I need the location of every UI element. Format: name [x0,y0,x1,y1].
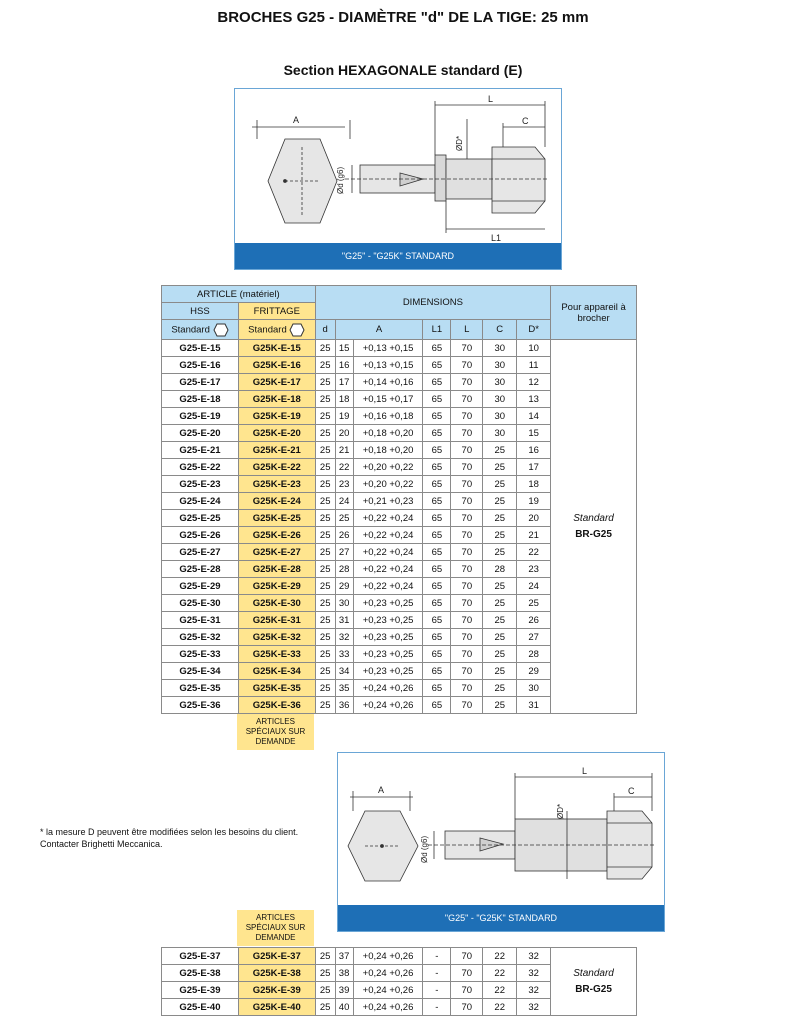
cell-frit: G25K-E-24 [238,493,315,510]
cell-d: 25 [315,663,335,680]
cell-l1: 65 [423,680,451,697]
dim-l1-label: L1 [491,233,502,243]
spec-table-body [162,340,637,714]
article-header: ARTICLE (matériel) [162,286,316,303]
cell-l: 70 [451,595,483,612]
cell-l1: 65 [423,663,451,680]
dim-bigd-label-2: ØD* [556,803,565,819]
table-row [162,948,637,965]
cell-hss: G25-E-30 [162,595,239,612]
cell-tol: +0,16 +0,18 [353,408,423,425]
cell-dd: 32 [517,999,551,1016]
cell-c: 25 [483,442,517,459]
cell-a: 40 [335,999,353,1016]
cell-a: 29 [335,578,353,595]
cell-c: 22 [483,999,517,1016]
frittage-standard-label: Standard [248,324,287,336]
cell-d: 25 [315,374,335,391]
cell-a: 33 [335,646,353,663]
cell-tol: +0,18 +0,20 [353,425,423,442]
cell-d: 25 [315,612,335,629]
cell-l1: 65 [423,646,451,663]
cell-l: 70 [451,510,483,527]
cell-hss: G25-E-35 [162,680,239,697]
cell-a: 27 [335,544,353,561]
cell-d: 25 [315,965,335,982]
cell-frit: G25K-E-19 [238,408,315,425]
cell-a: 23 [335,476,353,493]
cell-a: 34 [335,663,353,680]
cell-dd: 11 [517,357,551,374]
spec-table-2 [161,947,637,1016]
cell-l1: 65 [423,476,451,493]
cell-d: 25 [315,476,335,493]
cell-d: 25 [315,646,335,663]
drawing-band-2: "G25" - "G25K" STANDARD [338,905,664,931]
cell-l1: 65 [423,459,451,476]
cell-tol: +0,23 +0,25 [353,663,423,680]
cell-hss: G25-E-39 [162,982,239,999]
cell-frit: G25K-E-20 [238,425,315,442]
cell-l1: - [423,948,451,965]
cell-l: 70 [451,629,483,646]
cell-d: 25 [315,357,335,374]
cell-d: 25 [315,493,335,510]
col-c-header: C [483,320,517,340]
frittage-standard-header [238,320,315,340]
cell-dd: 13 [517,391,551,408]
cell-tol: +0,20 +0,22 [353,476,423,493]
cell-tol: +0,23 +0,25 [353,629,423,646]
cell-d: 25 [315,629,335,646]
cell-hss: G25-E-38 [162,965,239,982]
cell-a: 19 [335,408,353,425]
cell-d: 25 [315,391,335,408]
cell-a: 38 [335,965,353,982]
cell-tol: +0,24 +0,26 [353,680,423,697]
cell-hss: G25-E-32 [162,629,239,646]
hexagon-icon [213,323,229,337]
dim-l-label: L [488,94,494,104]
special-articles-top: ARTICLES SPÉCIAUX SUR DEMANDE [237,714,314,750]
cell-dd: 18 [517,476,551,493]
page-title: BROCHES G25 - DIAMÈTRE "d" DE LA TIGE: 25 mm [217,9,589,26]
cell-frit: G25K-E-34 [238,663,315,680]
cell-a: 36 [335,697,353,714]
dim-d-label-2: Ød (g6) [420,835,429,863]
cell-l: 70 [451,965,483,982]
cell-l: 70 [451,340,483,357]
cell-tol: +0,20 +0,22 [353,459,423,476]
cell-c: 25 [483,527,517,544]
cell-l: 70 [451,999,483,1016]
broach-drawing-svg [235,89,561,243]
cell-tol: +0,22 +0,24 [353,510,423,527]
broach-drawing-svg-2 [338,753,664,905]
apparatus-cell [551,948,637,1016]
cell-c: 25 [483,493,517,510]
cell-frit: G25K-E-31 [238,612,315,629]
cell-dd: 20 [517,510,551,527]
cell-c: 25 [483,459,517,476]
cell-l1: 65 [423,697,451,714]
cell-tol: +0,18 +0,20 [353,442,423,459]
cell-dd: 23 [517,561,551,578]
cell-dd: 17 [517,459,551,476]
cell-l: 70 [451,442,483,459]
cell-a: 26 [335,527,353,544]
cell-frit: G25K-E-26 [238,527,315,544]
cell-tol: +0,24 +0,26 [353,948,423,965]
cell-l: 70 [451,493,483,510]
apparatus-standard: Standard [573,512,614,524]
cell-l1: 65 [423,357,451,374]
cell-d: 25 [315,948,335,965]
cell-hss: G25-E-22 [162,459,239,476]
cell-tol: +0,15 +0,17 [353,391,423,408]
cell-a: 20 [335,425,353,442]
dim-l-label-2: L [582,766,588,776]
cell-c: 22 [483,965,517,982]
cell-c: 30 [483,408,517,425]
dimensions-header: DIMENSIONS [315,286,550,320]
hss-standard-label: Standard [171,324,210,336]
cell-d: 25 [315,408,335,425]
cell-tol: +0,23 +0,25 [353,612,423,629]
cell-d: 25 [315,459,335,476]
cell-dd: 22 [517,544,551,561]
cell-dd: 15 [517,425,551,442]
cell-l: 70 [451,425,483,442]
cell-hss: G25-E-26 [162,527,239,544]
cell-frit: G25K-E-16 [238,357,315,374]
col-l-header: L [451,320,483,340]
cell-a: 39 [335,982,353,999]
cell-hss: G25-E-37 [162,948,239,965]
cell-tol: +0,22 +0,24 [353,561,423,578]
cell-l1: 65 [423,391,451,408]
cell-hss: G25-E-33 [162,646,239,663]
cell-c: 25 [483,629,517,646]
dim-a-label: A [293,115,300,125]
cell-hss: G25-E-29 [162,578,239,595]
cell-c: 30 [483,391,517,408]
cell-hss: G25-E-40 [162,999,239,1016]
cell-l: 70 [451,646,483,663]
cell-frit: G25K-E-38 [238,965,315,982]
cell-d: 25 [315,561,335,578]
cell-dd: 25 [517,595,551,612]
cell-l1: 65 [423,544,451,561]
cell-l1: 65 [423,374,451,391]
cell-a: 17 [335,374,353,391]
footnote: * la mesure D peuvent être modifiées selon les besoins du client. Contacter Brighetti Meccanica. [40,827,299,849]
cell-frit: G25K-E-40 [238,999,315,1016]
cell-a: 30 [335,595,353,612]
hexagon-icon [289,323,305,337]
cell-c: 22 [483,948,517,965]
cell-d: 25 [315,510,335,527]
cell-tol: +0,22 +0,24 [353,544,423,561]
cell-a: 22 [335,459,353,476]
cell-l: 70 [451,527,483,544]
cell-hss: G25-E-15 [162,340,239,357]
cell-l1: 65 [423,340,451,357]
cell-d: 25 [315,442,335,459]
spec-table [161,285,637,714]
cell-c: 25 [483,544,517,561]
cell-l1: 65 [423,510,451,527]
cell-l: 70 [451,680,483,697]
cell-l1: 65 [423,442,451,459]
cell-l1: 65 [423,578,451,595]
cell-l: 70 [451,561,483,578]
cell-l1: 65 [423,561,451,578]
cell-l: 70 [451,578,483,595]
cell-l: 70 [451,544,483,561]
cell-frit: G25K-E-29 [238,578,315,595]
cell-frit: G25K-E-23 [238,476,315,493]
cell-a: 24 [335,493,353,510]
cell-tol: +0,23 +0,25 [353,646,423,663]
cell-dd: 14 [517,408,551,425]
special-articles-bottom: ARTICLES SPÉCIAUX SUR DEMANDE [237,910,314,946]
cell-d: 25 [315,544,335,561]
cell-l1: 65 [423,527,451,544]
cell-hss: G25-E-31 [162,612,239,629]
cell-tol: +0,22 +0,24 [353,578,423,595]
cell-c: 25 [483,612,517,629]
cell-tol: +0,13 +0,15 [353,357,423,374]
cell-hss: G25-E-20 [162,425,239,442]
cell-a: 18 [335,391,353,408]
cell-hss: G25-E-19 [162,408,239,425]
dim-bigd-label: ØD* [455,135,464,151]
cell-c: 28 [483,561,517,578]
cell-frit: G25K-E-36 [238,697,315,714]
cell-l: 70 [451,357,483,374]
cell-a: 15 [335,340,353,357]
cell-dd: 12 [517,374,551,391]
cell-hss: G25-E-23 [162,476,239,493]
cell-d: 25 [315,340,335,357]
cell-a: 28 [335,561,353,578]
section-title: Section HEXAGONALE standard (E) [283,62,523,78]
cell-l1: - [423,965,451,982]
dim-c-label-2: C [628,786,635,796]
cell-l1: 65 [423,612,451,629]
cell-d: 25 [315,697,335,714]
cell-a: 16 [335,357,353,374]
col-d-header: d [315,320,335,340]
cell-dd: 32 [517,965,551,982]
cell-c: 30 [483,357,517,374]
cell-dd: 10 [517,340,551,357]
cell-l1: - [423,982,451,999]
col-bigd-header: D* [517,320,551,340]
cell-l: 70 [451,697,483,714]
hss-standard-header [162,320,239,340]
apparatus-model: BR-G25 [575,528,612,540]
table-row [162,340,637,357]
cell-hss: G25-E-27 [162,544,239,561]
drawing-band: "G25" - "G25K" STANDARD [235,243,561,269]
cell-tol: +0,24 +0,26 [353,999,423,1016]
cell-a: 25 [335,510,353,527]
cell-frit: G25K-E-17 [238,374,315,391]
cell-c: 30 [483,425,517,442]
cell-frit: G25K-E-18 [238,391,315,408]
cell-d: 25 [315,425,335,442]
cell-dd: 16 [517,442,551,459]
cell-l: 70 [451,663,483,680]
col-a-header: A [335,320,423,340]
cell-l1: 65 [423,425,451,442]
cell-a: 35 [335,680,353,697]
cell-dd: 32 [517,982,551,999]
cell-dd: 21 [517,527,551,544]
apparatus-header: Pour appareil à brocher [551,286,637,340]
cell-c: 30 [483,340,517,357]
cell-tol: +0,13 +0,15 [353,340,423,357]
spec-table-2-body [162,948,637,1016]
cell-frit: G25K-E-28 [238,561,315,578]
cell-dd: 31 [517,697,551,714]
cell-l1: 65 [423,493,451,510]
dim-c-label: C [522,116,529,126]
cell-d: 25 [315,982,335,999]
cell-c: 25 [483,578,517,595]
cell-frit: G25K-E-15 [238,340,315,357]
cell-d: 25 [315,999,335,1016]
frittage-header: FRITTAGE [238,303,315,320]
cell-dd: 26 [517,612,551,629]
cell-dd: 32 [517,948,551,965]
cell-tol: +0,21 +0,23 [353,493,423,510]
cell-l1: - [423,999,451,1016]
cell-c: 22 [483,982,517,999]
cell-c: 25 [483,646,517,663]
cell-frit: G25K-E-25 [238,510,315,527]
cell-l1: 65 [423,408,451,425]
cell-frit: G25K-E-30 [238,595,315,612]
cell-l: 70 [451,948,483,965]
cell-d: 25 [315,578,335,595]
cell-tol: +0,14 +0,16 [353,374,423,391]
cell-dd: 27 [517,629,551,646]
cell-l: 70 [451,459,483,476]
cell-d: 25 [315,527,335,544]
cell-dd: 19 [517,493,551,510]
cell-d: 25 [315,680,335,697]
cell-d: 25 [315,595,335,612]
cell-tol: +0,24 +0,26 [353,965,423,982]
cell-frit: G25K-E-39 [238,982,315,999]
cell-c: 25 [483,510,517,527]
dim-a-label-2: A [378,785,385,795]
technical-drawing-bottom [337,752,665,932]
technical-drawing-top [234,88,562,270]
apparatus-cell [551,340,637,714]
cell-hss: G25-E-17 [162,374,239,391]
cell-hss: G25-E-24 [162,493,239,510]
cell-c: 25 [483,680,517,697]
apparatus-model: BR-G25 [575,983,612,995]
cell-frit: G25K-E-22 [238,459,315,476]
cell-hss: G25-E-18 [162,391,239,408]
cell-l: 70 [451,476,483,493]
cell-l: 70 [451,982,483,999]
cell-hss: G25-E-28 [162,561,239,578]
cell-c: 25 [483,595,517,612]
cell-hss: G25-E-21 [162,442,239,459]
cell-c: 30 [483,374,517,391]
cell-hss: G25-E-25 [162,510,239,527]
cell-l: 70 [451,391,483,408]
cell-dd: 29 [517,663,551,680]
cell-dd: 30 [517,680,551,697]
cell-frit: G25K-E-37 [238,948,315,965]
cell-frit: G25K-E-35 [238,680,315,697]
cell-l1: 65 [423,595,451,612]
cell-frit: G25K-E-27 [238,544,315,561]
cell-frit: G25K-E-33 [238,646,315,663]
cell-c: 25 [483,697,517,714]
cell-hss: G25-E-34 [162,663,239,680]
cell-a: 31 [335,612,353,629]
cell-l: 70 [451,612,483,629]
cell-tol: +0,23 +0,25 [353,595,423,612]
cell-tol: +0,24 +0,26 [353,982,423,999]
dim-d-label: Ød (g6) [336,166,345,194]
cell-a: 21 [335,442,353,459]
col-l1-header: L1 [423,320,451,340]
cell-dd: 28 [517,646,551,663]
cell-c: 25 [483,476,517,493]
cell-l: 70 [451,374,483,391]
cell-frit: G25K-E-21 [238,442,315,459]
apparatus-standard: Standard [573,967,614,979]
cell-a: 37 [335,948,353,965]
cell-l1: 65 [423,629,451,646]
hss-header: HSS [162,303,239,320]
cell-l: 70 [451,408,483,425]
cell-dd: 24 [517,578,551,595]
cell-frit: G25K-E-32 [238,629,315,646]
cell-tol: +0,22 +0,24 [353,527,423,544]
cell-tol: +0,24 +0,26 [353,697,423,714]
cell-c: 25 [483,663,517,680]
cell-a: 32 [335,629,353,646]
cell-hss: G25-E-16 [162,357,239,374]
cell-hss: G25-E-36 [162,697,239,714]
